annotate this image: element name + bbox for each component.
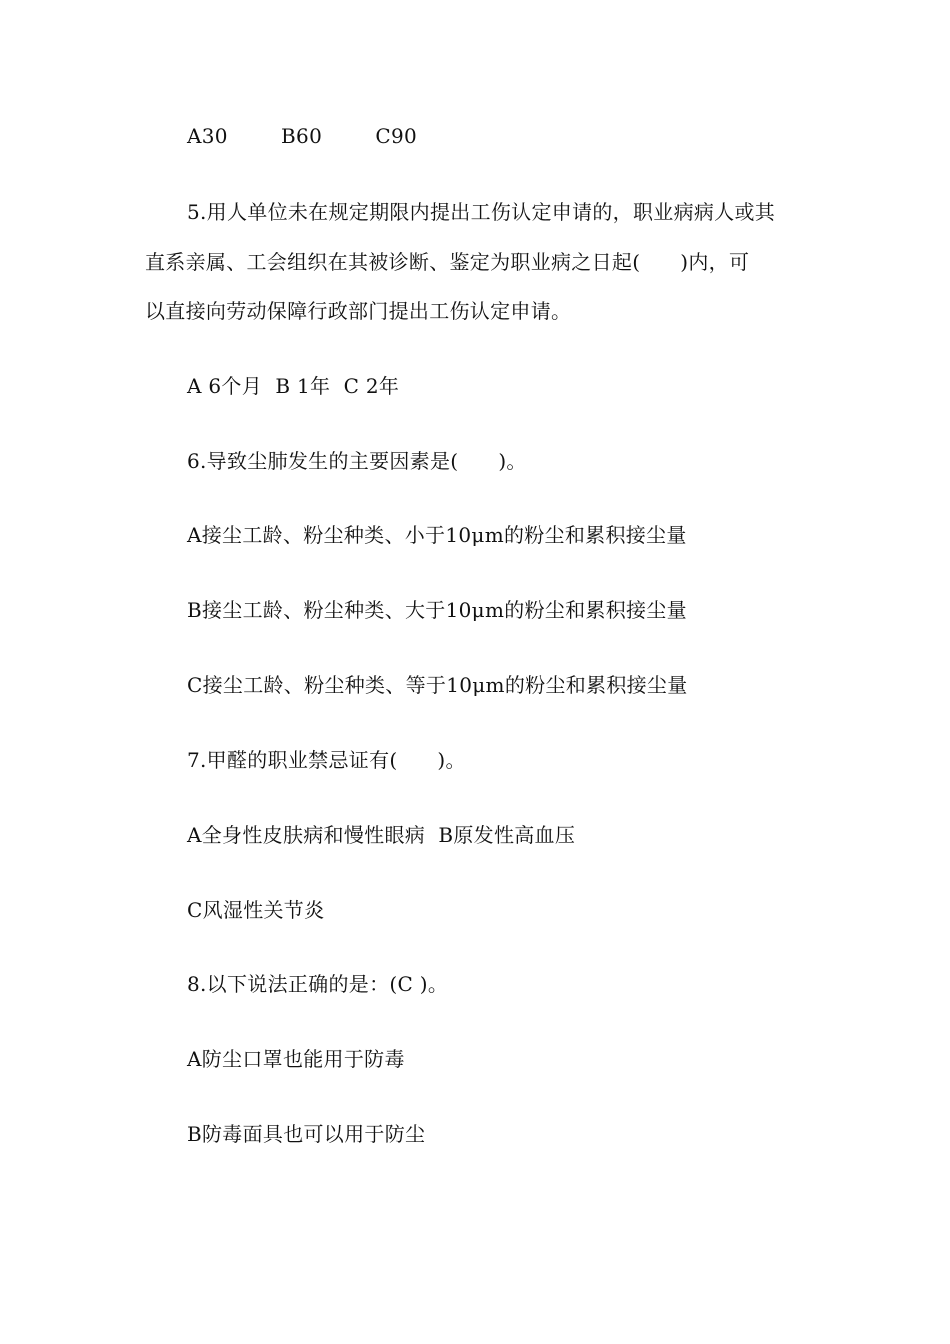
q5-text-line-1: 5.用人单位未在规定期限内提出工伤认定申请的，职业病病人或其 [187,200,776,224]
q5-text-line-2: 直系亲属、工会组织在其被诊断、鉴定为职业病之日起( )内，可 [145,250,750,274]
q5-options: A 6个月 B 1年 C 2年 [187,374,400,398]
q5-text-line-3: 以直接向劳动保障行政部门提出工伤认定申请。 [145,299,572,323]
q6-text: 6.导致尘肺发生的主要因素是( )。 [187,449,527,473]
q6-option-b: B接尘工龄、粉尘种类、大于10μm的粉尘和累积接尘量 [187,598,687,622]
q7-option-c: C风湿性关节炎 [187,898,325,922]
q6-option-c: C接尘工龄、粉尘种类、等于10μm的粉尘和累积接尘量 [187,673,688,697]
q8-text: 8.以下说法正确的是：(C )。 [187,972,449,996]
q8-option-b: B防毒面具也可以用于防尘 [187,1122,426,1146]
q7-options-ab: A全身性皮肤病和慢性眼病 B原发性高血压 [187,823,576,847]
q8-option-a: A防尘口罩也能用于防毒 [187,1047,405,1071]
q7-text: 7.甲醛的职业禁忌证有( )。 [187,748,466,772]
q6-option-a: A接尘工龄、粉尘种类、小于10μm的粉尘和累积接尘量 [187,523,687,547]
q4-options: A30 B60 C90 [187,124,418,148]
